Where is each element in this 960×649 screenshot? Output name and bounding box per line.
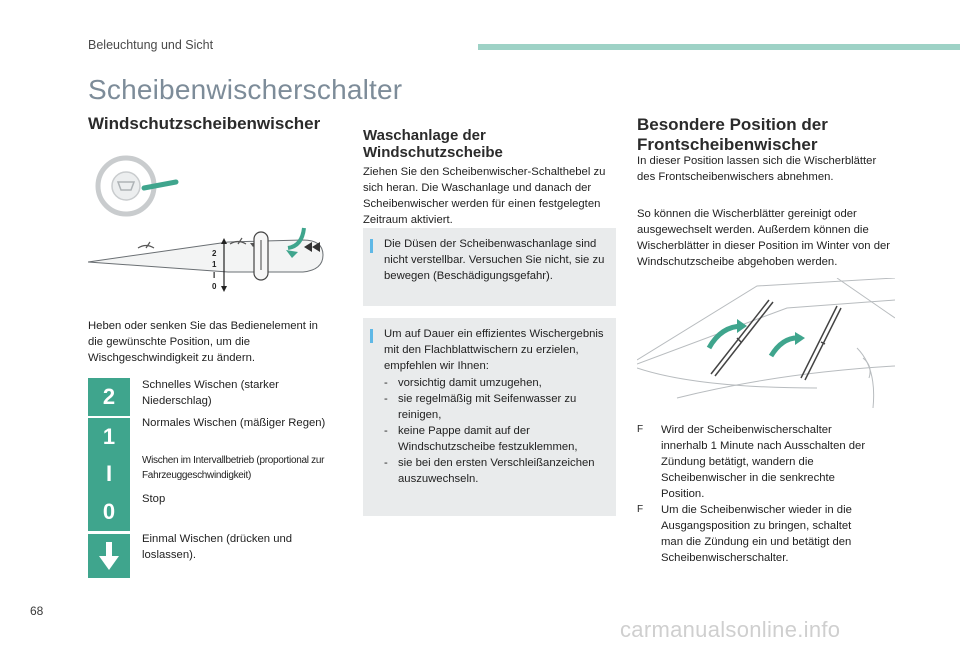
page-number: 68	[30, 604, 44, 618]
position-label: I	[213, 271, 216, 280]
windscreen-wipers-raised-illustration	[637, 278, 895, 418]
washer-intro: Ziehen Sie den Scheibenwischer-Schalthebel zu sich heran. Die Waschanlage und danach der Scheibenwischer werden für einen festgelegten Zeitraum aktiviert.	[363, 166, 606, 226]
list-item: - sie bei den ersten Verschleißanzeichen auszuwechseln.	[384, 457, 595, 485]
windscreen-wiper-icon	[230, 238, 246, 244]
position-label: 0	[212, 282, 217, 291]
list-item: F Wird der Scheibenwischerschalter innerhalb 1 Minute nach Ausschalten der Zündung betätigt, wandern die Scheibenwischer in die senkrechte Position.	[637, 424, 866, 500]
single-wipe-badge	[88, 534, 130, 578]
blade-care-list	[384, 375, 610, 487]
windscreen-wiper-icon	[138, 242, 154, 248]
wiper-blade-icon	[711, 300, 773, 376]
arrow-down-icon	[98, 541, 120, 571]
note-blades-intro: Um auf Dauer ein effizientes Wischergebnis mit den Flachblattwischern zu erzielen, empfehlen wir Ihnen:	[384, 328, 604, 372]
washer-heading: Waschanlage der Windschutzscheibe	[363, 127, 503, 161]
wipers-intro: Heben oder senken Sie das Bedienelement in die gewünschte Position, um die Wischgeschwindigkeit zu ändern.	[88, 320, 318, 364]
wipers-heading: Windschutzscheibenwischer	[88, 114, 321, 133]
wiper-stalk-illustration	[88, 140, 338, 300]
watermark: carmanualsonline.info	[620, 617, 841, 642]
list-item: - keine Pappe damit auf der Windschutzscheibe festzuklemmen,	[384, 425, 578, 453]
special-position-list	[637, 422, 869, 566]
position-label: 1	[212, 260, 217, 269]
page-title: Scheibenwischerschalter	[88, 74, 403, 105]
note-box-blades	[363, 318, 616, 516]
position-desc-intermittent: Wischen im Intervallbetrieb (proportional zur Fahrzeuggeschwindigkeit)	[142, 455, 325, 481]
note-marker	[370, 329, 373, 343]
position-desc-1: Normales Wischen (mäßiger Regen)	[142, 417, 326, 429]
special-position-heading: Besondere Position der Frontscheibenwischer	[637, 115, 828, 154]
list-item: - sie regelmäßig mit Seifenwasser zu reinigen,	[384, 393, 577, 421]
note-marker	[370, 239, 373, 253]
position-label: 2	[212, 249, 217, 258]
note-nozzles-text: Die Düsen der Scheibenwaschanlage sind nicht verstellbar. Versuchen Sie nicht, sie zu bewegen (Beschädigungsgefahr).	[384, 238, 605, 282]
section-title: Beleuchtung und Sicht	[88, 38, 214, 52]
position-desc-2: Schnelles Wischen (starker Niederschlag)	[142, 379, 279, 407]
wiper-blade-icon	[801, 306, 841, 380]
special-position-p1: In dieser Position lassen sich die Wischerblätter des Frontscheibenwischers abnehmen.	[637, 155, 877, 183]
position-badge-2: 2	[88, 378, 130, 416]
section-color-bar	[478, 44, 960, 50]
position-badge-0: 0	[88, 493, 130, 531]
position-desc-single-wipe: Einmal Wischen (drücken und loslassen).	[142, 533, 293, 561]
special-position-p2: So können die Wischerblätter gereinigt oder ausgewechselt werden. Außerdem können die Wischerblätter in dieser Position im Winter von der Windschutzscheibe abgehoben werden.	[637, 208, 891, 268]
position-badge-intermittent: I	[88, 455, 130, 493]
list-item: - vorsichtig damit umzugehen,	[384, 377, 542, 389]
position-badge-1: 1	[88, 418, 130, 456]
list-item: F Um die Scheibenwischer wieder in die Ausgangsposition zu bringen, schaltet man die Zündung ein und betätigt den Scheibenwischerschalter.	[637, 504, 852, 564]
position-desc-0: Stop	[142, 493, 166, 505]
note-box-nozzles	[363, 228, 616, 306]
